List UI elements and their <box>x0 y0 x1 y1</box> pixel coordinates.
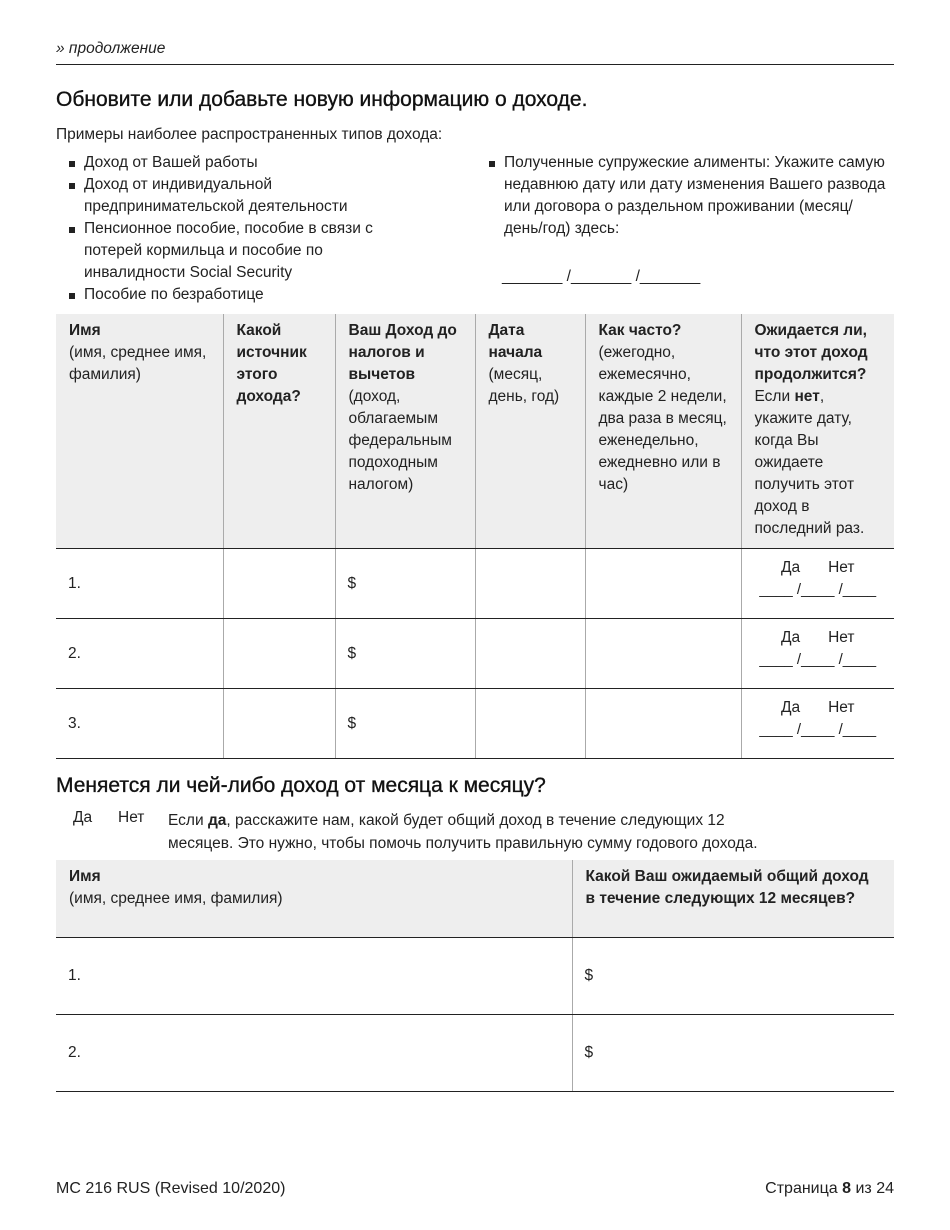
table-header-row <box>56 860 894 937</box>
table-row <box>56 619 894 689</box>
start-date-field[interactable] <box>475 619 585 689</box>
table-row <box>56 1014 894 1091</box>
continue-field[interactable] <box>741 549 894 619</box>
col-header-name: Имя (имя, среднее имя, фамилия) <box>56 860 572 937</box>
col-header-frequency: Как часто? (ежегодно, ежемесячно, каждые 2 недели, два раза в месяц, еженедельно, ежедневно или в час) <box>585 314 741 549</box>
list-item: Полученные супружеские алименты: Укажите самую недавнюю дату или дату изменения Вашего развода или договора о раздельном проживании (месяц/день/год) здесь: <box>488 152 888 240</box>
list-item: Пенсионное пособие, пособие в связи с потерей кормильца и пособие по инвалидности Social Security <box>68 218 428 284</box>
divorce-date-field[interactable]: _______ /_______ /_______ <box>502 268 701 285</box>
table-row <box>56 937 894 1014</box>
col-header-continue: Ожидается ли, что этот доход продолжится? Если нет, укажите дату, когда Вы ожидаете получить этот доход в последний раз. <box>741 314 894 549</box>
no-option[interactable]: Нет <box>828 699 855 716</box>
row-number: 2. <box>56 619 223 689</box>
end-date-field[interactable]: ____ /____ /____ <box>759 651 877 668</box>
form-id: MC 216 RUS (Revised 10/2020) <box>56 1180 286 1197</box>
section-title-income: Обновите или добавьте новую информацию о доходе. <box>56 88 588 111</box>
yes-option[interactable]: Да <box>780 559 801 576</box>
income-types-list-left <box>68 152 428 306</box>
col-header-name: Имя (имя, среднее имя, фамилия) <box>56 314 223 549</box>
start-date-field[interactable] <box>475 549 585 619</box>
source-field[interactable] <box>223 619 335 689</box>
list-item: Доход от индивидуальной предпринимательской деятельности <box>68 174 408 218</box>
yes-option[interactable]: Да <box>780 699 801 716</box>
continued-label: » продолжение <box>56 40 166 57</box>
col-header-expected-income: Какой Ваш ожидаемый общий доход в течение следующих 12 месяцев? <box>572 860 894 937</box>
source-field[interactable] <box>223 689 335 759</box>
expected-income-field[interactable]: $ <box>572 1014 894 1091</box>
frequency-field[interactable] <box>585 619 741 689</box>
table-header-row <box>56 314 894 549</box>
expected-income-field[interactable]: $ <box>572 937 894 1014</box>
start-date-field[interactable] <box>475 689 585 759</box>
no-option[interactable]: Нет <box>828 559 855 576</box>
intro-text: Примеры наиболее распространенных типов дохода: <box>56 126 443 143</box>
source-field[interactable] <box>223 549 335 619</box>
page-number: Страница 8 из 24 <box>765 1180 894 1197</box>
income-field[interactable]: $ <box>335 689 475 759</box>
continue-field[interactable] <box>741 619 894 689</box>
income-field[interactable]: $ <box>335 619 475 689</box>
col-header-source: Какой источник этого дохода? <box>223 314 335 549</box>
end-date-field[interactable]: ____ /____ /____ <box>759 581 877 598</box>
income-field[interactable]: $ <box>335 549 475 619</box>
income-table <box>56 314 894 759</box>
col-header-start-date: Дата начала (месяц, день, год) <box>475 314 585 549</box>
annual-income-table <box>56 860 894 1092</box>
no-option[interactable]: Нет <box>828 629 855 646</box>
col-header-gross-income: Ваш Доход до налогов и вычетов (доход, облагаемым федеральным подоходным налогом) <box>335 314 475 549</box>
end-date-field[interactable]: ____ /____ /____ <box>759 721 877 738</box>
monthly-change-instructions: Если да, расскажите нам, какой будет общий доход в течение следующих 12 месяцев. Это нужно, чтобы помочь получить правильную сумму годового дохода. <box>168 812 758 852</box>
frequency-field[interactable] <box>585 689 741 759</box>
table-row <box>56 549 894 619</box>
list-item: Пособие по безработице <box>68 284 428 306</box>
frequency-field[interactable] <box>585 549 741 619</box>
monthly-change-yes[interactable]: Да <box>73 809 93 826</box>
row-number[interactable]: 1. <box>56 937 572 1014</box>
income-types-list-right <box>488 152 888 240</box>
row-number[interactable]: 2. <box>56 1014 572 1091</box>
continue-field[interactable] <box>741 689 894 759</box>
header-divider <box>56 64 894 65</box>
list-item: Доход от Вашей работы <box>68 152 428 174</box>
section-title-monthly-change: Меняется ли чей-либо доход от месяца к месяцу? <box>56 774 546 797</box>
yes-option[interactable]: Да <box>780 629 801 646</box>
table-row <box>56 689 894 759</box>
monthly-change-no[interactable]: Нет <box>118 809 145 826</box>
row-number: 1. <box>56 549 223 619</box>
row-number: 3. <box>56 689 223 759</box>
